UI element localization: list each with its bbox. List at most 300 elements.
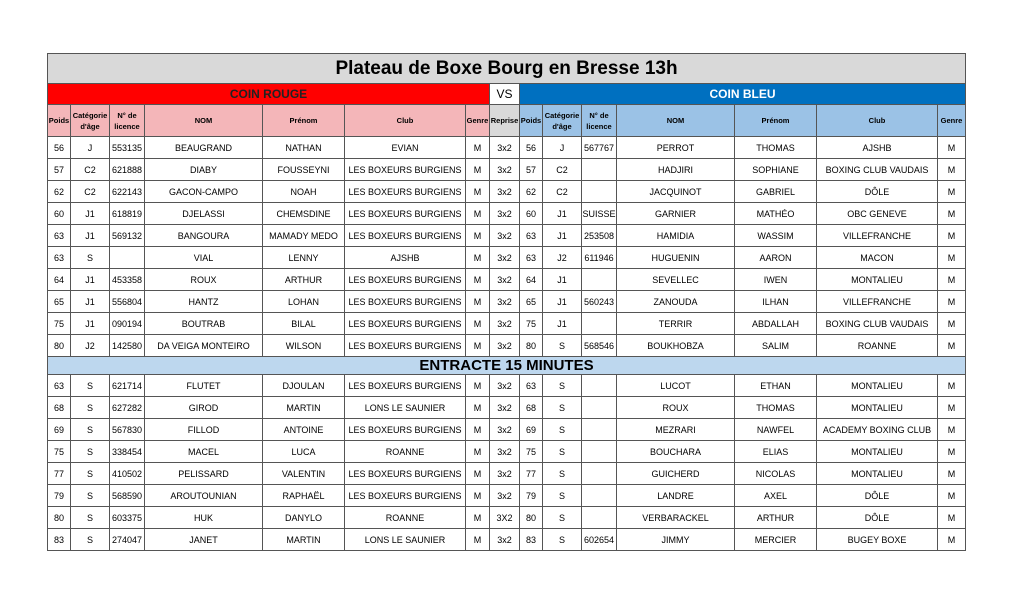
cell-nom-blue: MEZRARI bbox=[617, 419, 735, 441]
cell-club-red: AJSHB bbox=[345, 247, 466, 269]
cell-poids-red: 83 bbox=[48, 529, 71, 551]
cell-prenom-red: DJOULAN bbox=[263, 375, 345, 397]
cell-genre-red: M bbox=[466, 313, 490, 335]
cell-poids-red: 69 bbox=[48, 419, 71, 441]
header-licence-blue: N° de licence bbox=[582, 105, 617, 137]
cell-categorie-red: J1 bbox=[71, 225, 110, 247]
cell-prenom-blue: ARTHUR bbox=[735, 507, 817, 529]
cell-prenom-blue: WASSIM bbox=[735, 225, 817, 247]
cell-genre-blue: M bbox=[938, 203, 966, 225]
cell-reprise: 3x2 bbox=[490, 463, 520, 485]
cell-prenom-red: LUCA bbox=[263, 441, 345, 463]
cell-categorie-blue: S bbox=[543, 529, 582, 551]
cell-poids-blue: 75 bbox=[520, 441, 543, 463]
cell-poids-red: 65 bbox=[48, 291, 71, 313]
cell-genre-red: M bbox=[466, 137, 490, 159]
cell-poids-blue: 56 bbox=[520, 137, 543, 159]
cell-genre-blue: M bbox=[938, 419, 966, 441]
cell-nom-red: HUK bbox=[145, 507, 263, 529]
cell-reprise: 3x2 bbox=[490, 375, 520, 397]
cell-reprise: 3x2 bbox=[490, 441, 520, 463]
cell-genre-red: M bbox=[466, 463, 490, 485]
cell-reprise: 3x2 bbox=[490, 529, 520, 551]
cell-licence-red: 622143 bbox=[110, 181, 145, 203]
cell-club-red: LES BOXEURS BURGIENS bbox=[345, 419, 466, 441]
cell-reprise: 3x2 bbox=[490, 485, 520, 507]
cell-club-blue: OBC GENEVE bbox=[817, 203, 938, 225]
cell-genre-blue: M bbox=[938, 463, 966, 485]
cell-genre-blue: M bbox=[938, 529, 966, 551]
cell-reprise: 3x2 bbox=[490, 419, 520, 441]
cell-prenom-blue: GABRIEL bbox=[735, 181, 817, 203]
cell-genre-red: M bbox=[466, 441, 490, 463]
cell-club-blue: VILLEFRANCHE bbox=[817, 291, 938, 313]
cell-poids-red: 80 bbox=[48, 335, 71, 357]
cell-nom-red: BEAUGRAND bbox=[145, 137, 263, 159]
cell-club-red: LES BOXEURS BURGIENS bbox=[345, 269, 466, 291]
cell-categorie-blue: S bbox=[543, 419, 582, 441]
cell-prenom-blue: NAWFEL bbox=[735, 419, 817, 441]
bout-row bbox=[48, 507, 966, 529]
cell-nom-red: ROUX bbox=[145, 269, 263, 291]
cell-categorie-red: S bbox=[71, 485, 110, 507]
cell-licence-red: 618819 bbox=[110, 203, 145, 225]
cell-poids-blue: 75 bbox=[520, 313, 543, 335]
cell-prenom-blue: THOMAS bbox=[735, 137, 817, 159]
cell-nom-blue: PERROT bbox=[617, 137, 735, 159]
cell-nom-blue: LANDRE bbox=[617, 485, 735, 507]
cell-prenom-blue: ABDALLAH bbox=[735, 313, 817, 335]
bout-row bbox=[48, 181, 966, 203]
cell-reprise: 3x2 bbox=[490, 291, 520, 313]
cell-poids-red: 63 bbox=[48, 247, 71, 269]
cell-nom-blue: LUCOT bbox=[617, 375, 735, 397]
cell-genre-blue: M bbox=[938, 291, 966, 313]
cell-genre-red: M bbox=[466, 419, 490, 441]
bout-row bbox=[48, 269, 966, 291]
cell-poids-red: 80 bbox=[48, 507, 71, 529]
cell-club-blue: ACADEMY BOXING CLUB bbox=[817, 419, 938, 441]
cell-nom-blue: SEVELLEC bbox=[617, 269, 735, 291]
cell-licence-blue: 560243 bbox=[582, 291, 617, 313]
cell-licence-blue bbox=[582, 507, 617, 529]
cell-nom-red: FILLOD bbox=[145, 419, 263, 441]
header-club-blue: Club bbox=[817, 105, 938, 137]
cell-reprise: 3x2 bbox=[490, 203, 520, 225]
cell-licence-blue bbox=[582, 375, 617, 397]
cell-prenom-blue: MATHÉO bbox=[735, 203, 817, 225]
cell-licence-blue bbox=[582, 181, 617, 203]
cell-categorie-blue: J1 bbox=[543, 269, 582, 291]
cell-prenom-blue: ILHAN bbox=[735, 291, 817, 313]
cell-categorie-blue: J bbox=[543, 137, 582, 159]
cell-genre-blue: M bbox=[938, 441, 966, 463]
cell-reprise: 3x2 bbox=[490, 247, 520, 269]
cell-poids-red: 68 bbox=[48, 397, 71, 419]
cell-poids-red: 60 bbox=[48, 203, 71, 225]
cell-prenom-red: CHEMSDINE bbox=[263, 203, 345, 225]
cell-licence-red: 553135 bbox=[110, 137, 145, 159]
bouts-second-half bbox=[48, 375, 966, 551]
cell-poids-red: 63 bbox=[48, 225, 71, 247]
cell-prenom-red: LOHAN bbox=[263, 291, 345, 313]
cell-nom-blue: JIMMY bbox=[617, 529, 735, 551]
cell-categorie-red: J2 bbox=[71, 335, 110, 357]
header-genre-red: Genre bbox=[466, 105, 490, 137]
cell-categorie-red: S bbox=[71, 529, 110, 551]
cell-club-red: LONS LE SAUNIER bbox=[345, 529, 466, 551]
cell-licence-blue bbox=[582, 159, 617, 181]
cell-nom-red: MACEL bbox=[145, 441, 263, 463]
cell-poids-red: 79 bbox=[48, 485, 71, 507]
cell-prenom-blue: IWEN bbox=[735, 269, 817, 291]
bouts-first-half bbox=[48, 137, 966, 357]
cell-club-blue: DÔLE bbox=[817, 485, 938, 507]
cell-genre-blue: M bbox=[938, 225, 966, 247]
cell-genre-blue: M bbox=[938, 397, 966, 419]
cell-nom-blue: GARNIER bbox=[617, 203, 735, 225]
cell-poids-red: 75 bbox=[48, 313, 71, 335]
cell-prenom-blue: AXEL bbox=[735, 485, 817, 507]
bout-row bbox=[48, 397, 966, 419]
cell-prenom-red: FOUSSEYNI bbox=[263, 159, 345, 181]
cell-prenom-red: LENNY bbox=[263, 247, 345, 269]
header-categorie-red: Catégorie d'âge bbox=[71, 105, 110, 137]
header-poids-blue: Poids bbox=[520, 105, 543, 137]
cell-categorie-red: J1 bbox=[71, 291, 110, 313]
cell-licence-red: 621888 bbox=[110, 159, 145, 181]
cell-licence-blue: 602654 bbox=[582, 529, 617, 551]
cell-prenom-red: MARTIN bbox=[263, 397, 345, 419]
bout-row bbox=[48, 291, 966, 313]
cell-licence-red: 603375 bbox=[110, 507, 145, 529]
cell-genre-red: M bbox=[466, 181, 490, 203]
cell-nom-red: DJELASSI bbox=[145, 203, 263, 225]
cell-categorie-red: J bbox=[71, 137, 110, 159]
cell-reprise: 3x2 bbox=[490, 181, 520, 203]
bout-row bbox=[48, 159, 966, 181]
cell-prenom-red: ARTHUR bbox=[263, 269, 345, 291]
cell-nom-red: AROUTOUNIAN bbox=[145, 485, 263, 507]
cell-reprise: 3x2 bbox=[490, 269, 520, 291]
cell-club-blue: BOXING CLUB VAUDAIS bbox=[817, 313, 938, 335]
cell-genre-red: M bbox=[466, 225, 490, 247]
cell-prenom-red: NOAH bbox=[263, 181, 345, 203]
cell-nom-red: DIABY bbox=[145, 159, 263, 181]
cell-licence-red: 338454 bbox=[110, 441, 145, 463]
cell-nom-red: FLUTET bbox=[145, 375, 263, 397]
cell-club-red: LES BOXEURS BURGIENS bbox=[345, 291, 466, 313]
cell-reprise: 3x2 bbox=[490, 159, 520, 181]
blue-corner-header: COIN BLEU bbox=[520, 84, 966, 105]
cell-poids-blue: 83 bbox=[520, 529, 543, 551]
cell-genre-red: M bbox=[466, 269, 490, 291]
cell-prenom-red: VALENTIN bbox=[263, 463, 345, 485]
cell-poids-blue: 63 bbox=[520, 247, 543, 269]
cell-reprise: 3x2 bbox=[490, 397, 520, 419]
cell-poids-blue: 62 bbox=[520, 181, 543, 203]
cell-genre-red: M bbox=[466, 529, 490, 551]
bout-row bbox=[48, 441, 966, 463]
cell-categorie-blue: S bbox=[543, 375, 582, 397]
cell-nom-red: HANTZ bbox=[145, 291, 263, 313]
cell-reprise: 3x2 bbox=[490, 137, 520, 159]
cell-reprise: 3X2 bbox=[490, 507, 520, 529]
cell-prenom-red: WILSON bbox=[263, 335, 345, 357]
cell-nom-blue: TERRIR bbox=[617, 313, 735, 335]
cell-prenom-red: RAPHAËL bbox=[263, 485, 345, 507]
cell-nom-red: JANET bbox=[145, 529, 263, 551]
bout-row bbox=[48, 419, 966, 441]
cell-licence-red: 556804 bbox=[110, 291, 145, 313]
cell-categorie-blue: J1 bbox=[543, 291, 582, 313]
cell-poids-red: 62 bbox=[48, 181, 71, 203]
cell-genre-blue: M bbox=[938, 181, 966, 203]
cell-poids-red: 57 bbox=[48, 159, 71, 181]
cell-nom-red: GACON-CAMPO bbox=[145, 181, 263, 203]
cell-categorie-red: S bbox=[71, 247, 110, 269]
cell-poids-blue: 63 bbox=[520, 225, 543, 247]
cell-categorie-blue: C2 bbox=[543, 181, 582, 203]
cell-reprise: 3x2 bbox=[490, 313, 520, 335]
bout-row bbox=[48, 225, 966, 247]
cell-categorie-blue: C2 bbox=[543, 159, 582, 181]
cell-prenom-red: MARTIN bbox=[263, 529, 345, 551]
header-nom-red: NOM bbox=[145, 105, 263, 137]
cell-club-blue: MONTALIEU bbox=[817, 463, 938, 485]
cell-club-blue: MONTALIEU bbox=[817, 269, 938, 291]
cell-genre-red: M bbox=[466, 397, 490, 419]
red-corner-header: COIN ROUGE bbox=[48, 84, 490, 105]
cell-nom-blue: HADJIRI bbox=[617, 159, 735, 181]
cell-categorie-red: S bbox=[71, 397, 110, 419]
cell-poids-blue: 57 bbox=[520, 159, 543, 181]
cell-club-red: LES BOXEURS BURGIENS bbox=[345, 159, 466, 181]
bout-row bbox=[48, 335, 966, 357]
cell-nom-red: DA VEIGA MONTEIRO bbox=[145, 335, 263, 357]
cell-club-blue: MONTALIEU bbox=[817, 397, 938, 419]
cell-club-red: LONS LE SAUNIER bbox=[345, 397, 466, 419]
bout-row bbox=[48, 137, 966, 159]
cell-licence-red: 568590 bbox=[110, 485, 145, 507]
cell-club-blue: DÔLE bbox=[817, 507, 938, 529]
cell-licence-blue bbox=[582, 441, 617, 463]
cell-categorie-blue: J1 bbox=[543, 225, 582, 247]
bout-row bbox=[48, 313, 966, 335]
cell-poids-red: 64 bbox=[48, 269, 71, 291]
cell-prenom-blue: SALIM bbox=[735, 335, 817, 357]
cell-licence-red bbox=[110, 247, 145, 269]
cell-genre-red: M bbox=[466, 159, 490, 181]
cell-poids-blue: 64 bbox=[520, 269, 543, 291]
cell-reprise: 3x2 bbox=[490, 225, 520, 247]
cell-licence-red: 453358 bbox=[110, 269, 145, 291]
cell-genre-blue: M bbox=[938, 375, 966, 397]
cell-categorie-blue: J1 bbox=[543, 313, 582, 335]
cell-prenom-blue: ELIAS bbox=[735, 441, 817, 463]
cell-nom-blue: ROUX bbox=[617, 397, 735, 419]
cell-reprise: 3x2 bbox=[490, 335, 520, 357]
cell-club-red: ROANNE bbox=[345, 441, 466, 463]
bout-row bbox=[48, 485, 966, 507]
cell-categorie-blue: S bbox=[543, 485, 582, 507]
cell-prenom-red: MAMADY MEDO bbox=[263, 225, 345, 247]
cell-prenom-red: DANYLO bbox=[263, 507, 345, 529]
cell-prenom-blue: AARON bbox=[735, 247, 817, 269]
cell-licence-blue bbox=[582, 397, 617, 419]
cell-licence-red: 567830 bbox=[110, 419, 145, 441]
cell-genre-red: M bbox=[466, 507, 490, 529]
cell-licence-red: 410502 bbox=[110, 463, 145, 485]
cell-poids-blue: 80 bbox=[520, 507, 543, 529]
cell-licence-blue bbox=[582, 269, 617, 291]
bout-row bbox=[48, 529, 966, 551]
cell-nom-red: VIAL bbox=[145, 247, 263, 269]
cell-licence-red: 274047 bbox=[110, 529, 145, 551]
cell-prenom-blue: ETHAN bbox=[735, 375, 817, 397]
cell-licence-red: 621714 bbox=[110, 375, 145, 397]
cell-club-red: LES BOXEURS BURGIENS bbox=[345, 203, 466, 225]
cell-poids-red: 75 bbox=[48, 441, 71, 463]
cell-nom-blue: HAMIDIA bbox=[617, 225, 735, 247]
bout-row bbox=[48, 203, 966, 225]
cell-poids-blue: 79 bbox=[520, 485, 543, 507]
cell-club-red: LES BOXEURS BURGIENS bbox=[345, 181, 466, 203]
cell-club-blue: MACON bbox=[817, 247, 938, 269]
cell-licence-blue: SUISSE bbox=[582, 203, 617, 225]
cell-genre-blue: M bbox=[938, 137, 966, 159]
cell-club-blue: ROANNE bbox=[817, 335, 938, 357]
cell-categorie-red: C2 bbox=[71, 159, 110, 181]
cell-categorie-red: S bbox=[71, 507, 110, 529]
header-poids-red: Poids bbox=[48, 105, 71, 137]
cell-poids-blue: 60 bbox=[520, 203, 543, 225]
cell-genre-red: M bbox=[466, 485, 490, 507]
cell-categorie-red: S bbox=[71, 375, 110, 397]
cell-poids-blue: 65 bbox=[520, 291, 543, 313]
cell-club-red: LES BOXEURS BURGIENS bbox=[345, 225, 466, 247]
cell-poids-red: 63 bbox=[48, 375, 71, 397]
header-categorie-blue: Catégorie d'âge bbox=[543, 105, 582, 137]
cell-licence-blue bbox=[582, 463, 617, 485]
cell-club-red: LES BOXEURS BURGIENS bbox=[345, 375, 466, 397]
cell-categorie-red: C2 bbox=[71, 181, 110, 203]
cell-licence-blue: 253508 bbox=[582, 225, 617, 247]
header-licence-red: N° de licence bbox=[110, 105, 145, 137]
cell-club-blue: BOXING CLUB VAUDAIS bbox=[817, 159, 938, 181]
cell-categorie-blue: S bbox=[543, 397, 582, 419]
cell-categorie-blue: S bbox=[543, 335, 582, 357]
cell-club-red: LES BOXEURS BURGIENS bbox=[345, 463, 466, 485]
cell-prenom-blue: MERCIER bbox=[735, 529, 817, 551]
cell-nom-blue: GUICHERD bbox=[617, 463, 735, 485]
cell-categorie-red: S bbox=[71, 441, 110, 463]
cell-categorie-blue: S bbox=[543, 463, 582, 485]
cell-poids-blue: 68 bbox=[520, 397, 543, 419]
cell-club-blue: MONTALIEU bbox=[817, 441, 938, 463]
cell-licence-red: 569132 bbox=[110, 225, 145, 247]
cell-categorie-red: J1 bbox=[71, 269, 110, 291]
cell-club-red: LES BOXEURS BURGIENS bbox=[345, 313, 466, 335]
cell-club-red: LES BOXEURS BURGIENS bbox=[345, 485, 466, 507]
intermission-banner: ENTRACTE 15 MINUTES bbox=[48, 357, 966, 375]
cell-categorie-red: S bbox=[71, 419, 110, 441]
cell-club-blue: DÔLE bbox=[817, 181, 938, 203]
header-reprise: Reprise bbox=[490, 105, 520, 137]
cell-poids-red: 77 bbox=[48, 463, 71, 485]
cell-genre-blue: M bbox=[938, 269, 966, 291]
cell-categorie-blue: S bbox=[543, 441, 582, 463]
header-genre-blue: Genre bbox=[938, 105, 966, 137]
header-prenom-red: Prénom bbox=[263, 105, 345, 137]
cell-licence-blue bbox=[582, 419, 617, 441]
cell-genre-blue: M bbox=[938, 507, 966, 529]
vs-label: VS bbox=[490, 84, 520, 105]
cell-genre-blue: M bbox=[938, 485, 966, 507]
header-nom-blue: NOM bbox=[617, 105, 735, 137]
cell-genre-blue: M bbox=[938, 247, 966, 269]
cell-club-red: EVIAN bbox=[345, 137, 466, 159]
cell-nom-blue: VERBARACKEL bbox=[617, 507, 735, 529]
cell-licence-red: 090194 bbox=[110, 313, 145, 335]
cell-club-blue: AJSHB bbox=[817, 137, 938, 159]
cell-nom-blue: BOUCHARA bbox=[617, 441, 735, 463]
cell-poids-blue: 77 bbox=[520, 463, 543, 485]
cell-categorie-red: J1 bbox=[71, 203, 110, 225]
bout-row bbox=[48, 247, 966, 269]
cell-prenom-red: NATHAN bbox=[263, 137, 345, 159]
bout-row bbox=[48, 463, 966, 485]
cell-nom-blue: BOUKHOBZA bbox=[617, 335, 735, 357]
header-prenom-blue: Prénom bbox=[735, 105, 817, 137]
cell-categorie-red: S bbox=[71, 463, 110, 485]
cell-licence-red: 627282 bbox=[110, 397, 145, 419]
sheet-title: Plateau de Boxe Bourg en Bresse 13h bbox=[48, 54, 966, 84]
cell-licence-blue bbox=[582, 313, 617, 335]
cell-poids-blue: 80 bbox=[520, 335, 543, 357]
cell-genre-red: M bbox=[466, 335, 490, 357]
cell-genre-blue: M bbox=[938, 335, 966, 357]
cell-nom-red: BOUTRAB bbox=[145, 313, 263, 335]
cell-prenom-blue: NICOLAS bbox=[735, 463, 817, 485]
header-club-red: Club bbox=[345, 105, 466, 137]
cell-prenom-blue: SOPHIANE bbox=[735, 159, 817, 181]
cell-genre-red: M bbox=[466, 203, 490, 225]
cell-licence-blue bbox=[582, 485, 617, 507]
cell-genre-red: M bbox=[466, 291, 490, 313]
cell-club-red: LES BOXEURS BURGIENS bbox=[345, 335, 466, 357]
cell-prenom-red: BILAL bbox=[263, 313, 345, 335]
cell-nom-blue: ZANOUDA bbox=[617, 291, 735, 313]
bout-row bbox=[48, 375, 966, 397]
cell-poids-blue: 69 bbox=[520, 419, 543, 441]
cell-nom-red: PELISSARD bbox=[145, 463, 263, 485]
cell-categorie-blue: S bbox=[543, 507, 582, 529]
cell-nom-blue: HUGUENIN bbox=[617, 247, 735, 269]
cell-licence-red: 142580 bbox=[110, 335, 145, 357]
cell-genre-red: M bbox=[466, 247, 490, 269]
cell-nom-red: BANGOURA bbox=[145, 225, 263, 247]
cell-poids-blue: 63 bbox=[520, 375, 543, 397]
cell-club-blue: BUGEY BOXE bbox=[817, 529, 938, 551]
cell-licence-blue: 567767 bbox=[582, 137, 617, 159]
cell-categorie-blue: J2 bbox=[543, 247, 582, 269]
cell-licence-blue: 568546 bbox=[582, 335, 617, 357]
cell-club-blue: MONTALIEU bbox=[817, 375, 938, 397]
cell-genre-blue: M bbox=[938, 313, 966, 335]
cell-genre-blue: M bbox=[938, 159, 966, 181]
cell-club-blue: VILLEFRANCHE bbox=[817, 225, 938, 247]
